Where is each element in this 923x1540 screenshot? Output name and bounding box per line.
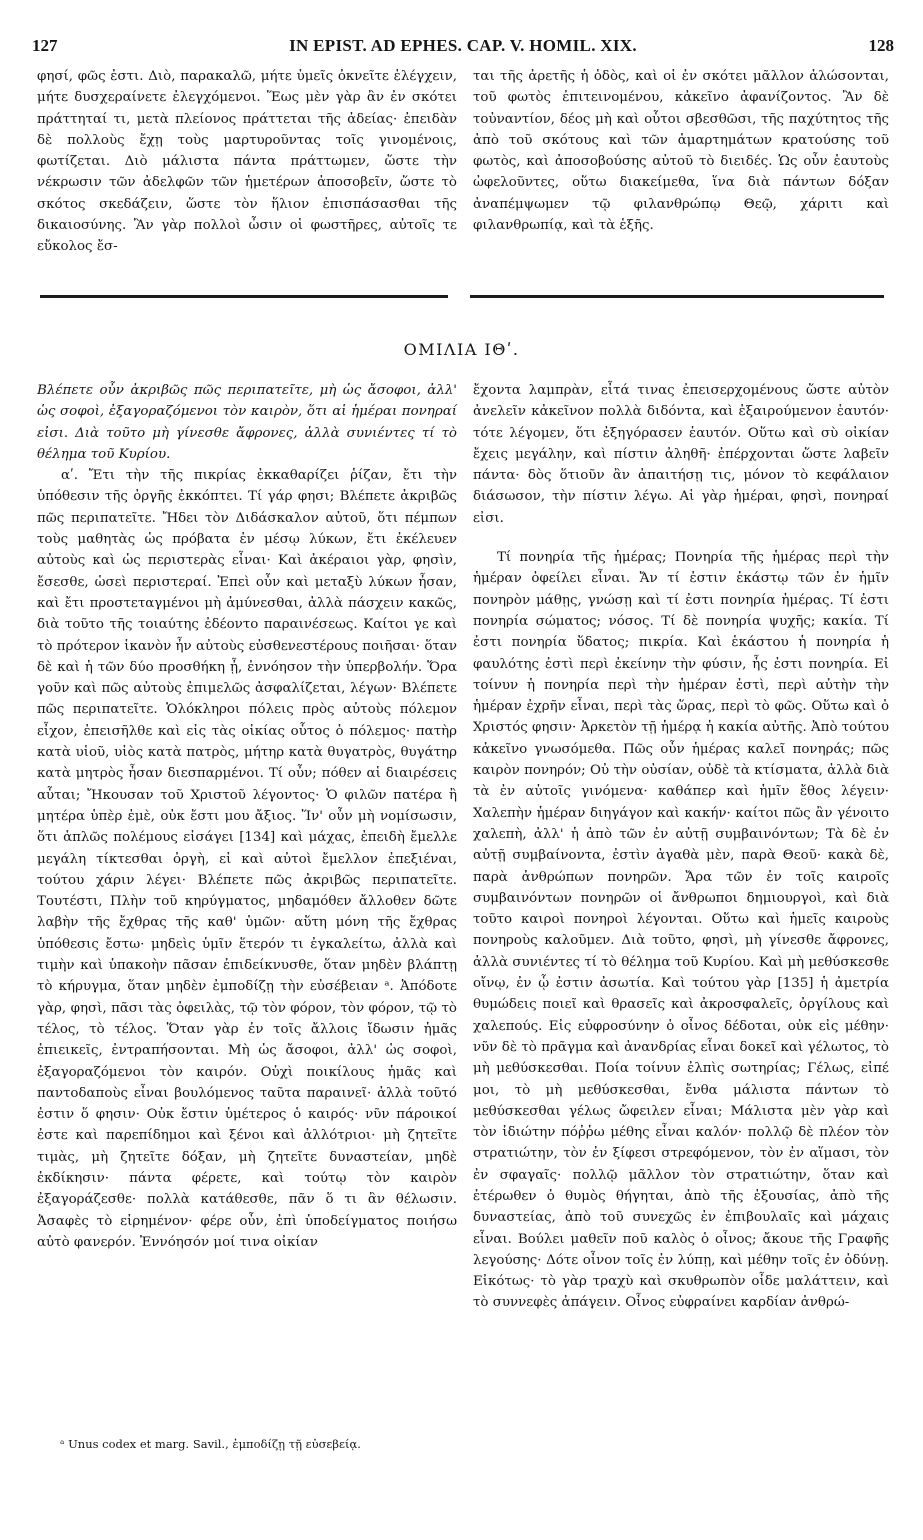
- bottom-left-column: [37, 380, 457, 1253]
- homily-title: ΟΜΙΛΙΑ ΙΘʹ.: [403, 340, 520, 359]
- paragraph-gap: [473, 529, 889, 547]
- top-right-column: [473, 66, 889, 236]
- commentary-paragraph-1: ἔχοντα λαμπρὰν, εἶτά τινας ἐπεισερχομένους ὥστε αὐτὸν ἀνελεῖν κἀκεῖνον πολλὰ διδόντα, καὶ ἐξαιρούμενον ἑαυτόν· τότε λέγομεν, ὅτι ἐξηγόρασεν ἑαυτόν. Οὕτω καὶ σὺ οἰκίαν ἔχεις μεγάλην, καὶ πίστιν ἀληθῆ· ἐπέρχονται ὥστε λαβεῖν πάντα· δὸς ὅτιοῦν ἂν ἀπαιτήσῃ τις, μόνον τὸ κεφάλαιον διάσωσον, τὴν πίστιν λέγω. Αἱ γὰρ ἡμέραι, φησὶ, πονηραί εἰσι.: [473, 383, 889, 526]
- section-rule-left: [40, 295, 448, 298]
- top-left-column: [37, 66, 457, 258]
- page-number-right: 128: [868, 36, 894, 55]
- top-right-paragraph: ται τῆς ἀρετῆς ἡ ὁδὸς, καὶ οἱ ἐν σκότει μᾶλλον ἁλώσονται, τοῦ φωτὸς ἐπιτεινομένου, κἀκεῖνο ἀφανίζοντος. Ἂν δὲ τοὐναντίον, δέος μὴ καὶ οὗτοι σβεσθῶσι, τῆς παχύτητος τῆς ἀπὸ τοῦ σκότους καὶ τῶν ἁμαρτημάτων κρατούσης τοῦ φωτὸς, καὶ ἀποσοβούσης αὐτοῦ τὸ διειδές. Ὡς οὖν ἑαυτοὺς ὠφελοῦντες, οὕτω διακείμεθα, ἵνα διὰ πάντων δόξαν ἀναπέμψωμεν τῷ φιλανθρώπῳ Θεῷ, χάριτι καὶ φιλανθρωπίᾳ, καὶ τὰ ἑξῆς.: [473, 69, 889, 234]
- scripture-lemma: Βλέπετε οὖν ἀκριβῶς πῶς περιπατεῖτε, μὴ ὡς ἄσοφοι, ἀλλ' ὡς σοφοὶ, ἐξαγοραζόμενοι τὸν καιρὸν, ὅτι αἱ ἡμέραι πονηραί εἰσι. Διὰ τοῦτο μὴ γίνεσθε ἄφρονες, ἀλλὰ συνιέντες τί τὸ θέλημα τοῦ Κυρίου.: [37, 383, 457, 462]
- commentary-body: αʹ. Ἔτι τὴν τῆς πικρίας ἐκκαθαρίζει ῥίζαν, ἔτι τὴν ὑπόθεσιν τῆς ὀργῆς ἐκκόπτει. Τί γάρ φησι; Βλέπετε ἀκριβῶς πῶς περιπατεῖτε. Ἤδει τὸν Διδάσκαλον αὐτοῦ, ὅτι πέμπων τοὺς μαθητὰς ὡς πρόβατα ἐν μέσῳ λύκων, ἔτι ἐκέλευεν αὐτοὺς καὶ ὡς περιστερὰς εἶναι· Καὶ ἀκέραιοι γὰρ, φησὶν, ἔσεσθε, ὡσεὶ περιστεραί. Ἐπεὶ οὖν καὶ μεταξὺ λύκων ἦσαν, καὶ ἔτι προστεταγμένοι μὴ ἀμύνεσθαι, ἀλλὰ πάσχειν κακῶς, διὰ τοῦτο τῆς τοιαύτης ἐδέοντο παραινέσεως. Καίτοι γε καὶ τὸ πρότερον ἱκανὸν ἦν αὐτοὺς εὐσθενεστέρους ποιῆσαι· ὅταν δὲ καὶ ἡ τῶν δύο προσθήκη ᾖ, ἐννόησον τὴν ὑπερβολήν. Ὅρα γοῦν καὶ πῶς αὐτοὺς ἐπιμελῶς ἀσφαλίζεται, λέγων· Βλέπετε πῶς περιπατεῖτε. Ὁλόκληροι πόλεις πρὸς αὐτοὺς πόλεμον εἶχον, ἐπεισῆλθε καὶ εἰς τὰς οἰκίας οὗτος ὁ πόλεμος· πατὴρ κατὰ υἱοῦ, υἱὸς κατὰ πατρὸς, μήτηρ κατὰ θυγατρὸς, θυγάτηρ κατὰ μητρὸς ἦσαν διεσπαρμένοι. Τί οὖν; πόθεν αἱ διαιρέσεις αὗται; Ἤκουσαν τοῦ Χριστοῦ λέγοντος· Ὁ φιλῶν πατέρα ἢ μητέρα ὑπὲρ ἐμὲ, οὐκ ἔστι μου ἄξιος. Ἵν' οὖν μὴ νομίσωσιν, ὅτι ἁπλῶς πολέμους εἰσάγει [134] καὶ μάχας, ἐπειδὴ ἔμελλε μεγάλη τίκτεσθαι ὀργὴ, εἰ καὶ αὐτοὶ ἔμελλον ἐπεξιέναι, τούτου χάριν λέγει· Βλέπετε πῶς ἀκριβῶς περιπατεῖτε. Τουτέστι, Πλὴν τοῦ κηρύγματος, μηδαμόθεν ἄλλοθεν δῶτε λαβὴν τῆς ἔχθρας τῆς καθ' ὑμῶν· αὕτη μόνη τῆς ἔχθρας ὑπόθεσις ἔστω· μηδεὶς ὑμῖν ἕτερόν τι ἐγκαλείτω, ἀλλὰ καὶ τιμὴν καὶ ὑπακοὴν πᾶσαν ἐπιδείκνυσθε, ὅταν μηδὲν βλάπτῃ τὸ κήρυγμα, ὅταν μηδὲν ἐμποδίζῃ τὴν εὐσέβειαν ᵃ. Ἀπόδοτε γὰρ, φησὶ, πᾶσι τὰς ὀφειλὰς, τῷ τὸν φόρον, τὸν φόρον, τῷ τὸ τέλος, τὸ τέλος. Ὅταν γὰρ ἐν τοῖς ἄλλοις ἴδωσιν ἡμᾶς ἐπιεικεῖς, ἐντραπήσονται. Μὴ ὡς ἄσοφοι, ἀλλ' ὡς σοφοὶ, ἐξαγοραζόμενοι τὸν καιρόν. Οὐχὶ ποικίλους ἡμᾶς καὶ παντοδαποὺς εἶναι βουλόμενος ταῦτα παραινεῖ· ἀλλὰ τοῦτό ἐστιν ὅ φησιν· Οὐκ ἔστιν ὑμέτερος ὁ καιρός· νῦν πάροικοί ἐστε καὶ παρεπίδημοι καὶ ξένοι καὶ ἀλλότριοι· μὴ ζητεῖτε τιμὰς, μὴ ζητεῖτε δόξαν, μὴ ζητεῖτε δυναστείαν, μηδὲ ἐκδίκησιν· πάντα φέρετε, καὶ τούτῳ τὸν καιρὸν ἐξαγοράζεσθε· πολλὰ κατάθεσθε, πᾶν ὅ τι ἂν θέλωσιν. Ἀσαφὲς τὸ εἰρημένον· φέρε οὖν, ἐπὶ ὑποδείγματος ποιήσω αὐτὸ φανερόν. Ἐννόησόν μοί τινα οἰκίαν: [37, 468, 457, 1250]
- commentary-paragraph-2: Τί πονηρία τῆς ἡμέρας; Πονηρία τῆς ἡμέρας περὶ τὴν ἡμέραν ὀφείλει εἶναι. Ἄν τί ἐστιν ἑκάστῳ τῶν ἐν ἡμῖν πονηρὸν μάθῃς, γνώσῃ καὶ τί ἐστι πονηρία ἡμέρας. Τί ἐστι πονηρία σώματος; νόσος. Τί δὲ πονηρία ψυχῆς; κακία. Τί ἐστι πονηρία ὕδατος; πικρία. Καὶ ἑκάστου ἡ πονηρία ἡ φαυλότης ἐστὶ περὶ ἐκείνην τὴν φύσιν, ἧς ἐστι πονηρία. Εἰ τοίνυν ἡ πονηρία περὶ τὴν ἡμέραν ἐστὶ, περὶ αὐτὴν τὴν ἡμέραν ἐχρῆν εἶναι, περὶ τὰς ὥρας, περὶ τὸ φῶς. Οὕτω καὶ ὁ Χριστός φησιν· Ἀρκετὸν τῇ ἡμέρᾳ ἡ κακία αὐτῆς. Ἀπὸ τούτου κἀκεῖνο γνωσόμεθα. Πῶς οὖν ἡμέρας καλεῖ πονηράς; πῶς καιρὸν πονηρόν; Οὐ τὴν οὐσίαν, οὐδὲ τὰ κτίσματα, ἀλλὰ διὰ τὰ ἐν αὐτοῖς γινόμενα· καθάπερ καὶ ἡμῖν ἔθος λέγειν· Χαλεπὴν ἡμέραν διηγάγον καὶ κακήν· καίτοι πῶς ἂν γένοιτο χαλεπὴ, ἀλλ' ἡ ἀπὸ τῶν ἐν αὐτῇ συμβαινόντων; Τὰ δὲ ἐν αὐτῇ συμβαίνοντα, ἐστὶν ἀγαθὰ μὲν, παρὰ Θεοῦ· κακὰ δὲ, παρὰ ἀνθρώπων πονηρῶν. Ἄρα τῶν ἐν τοῖς καιροῖς συμβαινόντων πονηρῶν οἱ ἄνθρωποι δημιουργοὶ, καὶ διὰ τοῦτο καιροὶ πονηροὶ λέγονται. Οὕτω καὶ ἡμεῖς καιροὺς πονηροὺς καλοῦμεν. Διὰ τοῦτο, φησὶ, μὴ γίνεσθε ἄφρονες, ἀλλὰ συνιέντες τί τὸ θέλημα τοῦ Κυρίου. Καὶ μὴ μεθύσκεσθε οἴνῳ, ἐν ᾧ ἐστιν ἀσωτία. Καὶ τούτου γὰρ [135] ἡ ἀμετρία θυμώδεις ποιεῖ καὶ θρασεῖς καὶ ἀκροσφαλεῖς, ὀργίλους καὶ χαλεπούς. Εἰς εὐφροσύνην ὁ οἶνος δέδοται, οὐκ εἰς μέθην· νῦν δὲ τὸ πρᾶγμα καὶ ἀνανδρίας εἶναι δοκεῖ καὶ γέλωτος, τὸ μὴ μεθύσκεσθαι. Ποία τοίνυν ἐλπὶς σωτηρίας; Γέλως, εἰπέ μοι, τὸ μὴ μεθύσκεσθαι, ἔνθα μάλιστα πάντων τὸ μεθύσκεσθαι γέλως ὤφειλεν εἶναι; Μάλιστα μὲν γὰρ καὶ τὸν ἰδιώτην πόῤῥω μέθης εἶναι καλόν· πολλῷ δὲ πλέον τὸν στρατιώτην, τὸν ἐν ξίφεσι στρεφόμενον, τὸν ἐν αἵμασι, τὸν ἐν σφαγαῖς· πολλῷ μᾶλλον τὸν στρατιώτην, ὅταν καὶ ἑτέρωθεν ὁ θυμὸς θήγηται, ἀπὸ τῆς ἐξουσίας, ἀπὸ τῆς δυναστείας, ἀπὸ τοῦ συνεχῶς ἐν ἐπιβουλαῖς καὶ μάχαις εἶναι. Βούλει μαθεῖν ποῦ καλὸς ὁ οἶνος; ἄκουε τῆς Γραφῆς λεγούσης· Δότε οἶνον τοῖς ἐν λύπῃ, καὶ μέθην τοῖς ἐν ὀδύνῃ. Εἰκότως· τὸ γὰρ τραχὺ καὶ σκυθρωπὸν οἶδε μαλάττειν, καὶ τὸ συννεφὲς ἀπάγειν. Οἶνος εὐφραίνει καρδίαν ἀνθρώ-: [473, 550, 889, 1311]
- running-header: [32, 36, 894, 60]
- footnote: ᵃ Unus codex et marg. Savil., ἐμποδίζῃ τῇ εὐσεβείᾳ.: [60, 1437, 361, 1451]
- bottom-right-column: [473, 380, 889, 1314]
- section-rule-right: [470, 295, 884, 298]
- running-title: IN EPIST. AD EPHES. CAP. V. HOMIL. XIX.: [289, 36, 637, 55]
- top-left-paragraph: φησί, φῶς ἐστι. Διὸ, παρακαλῶ, μήτε ὑμεῖς ὀκνεῖτε ἐλέγχειν, μήτε δυσχεραίνετε ἐλεγχόμενοι. Ἕως μὲν γὰρ ἂν ἐν σκότει πράττηταί τι, μετὰ πλείονος πράττεται τῆς ἀδείας· ἐπειδὰν δὲ πολλοὺς ἔχῃ τοὺς μαρτυροῦντας τοῖς γινομένοις, φωτίζεται. Διὸ μάλιστα πάντα πράττωμεν, ὥστε τὴν νέκρωσιν τῶν ἀδελφῶν τῶν ἡμετέρων ἀποσοβεῖν, ὥστε τὸ σκότος σκεδάζειν, ὥστε τὸν ἥλιον ἐπισπάσασθαι τῆς δικαιοσύνης. Ἂν γὰρ πολλοὶ ὦσιν οἱ φωστῆρες, αὐτοῖς τε εὔκολος ἔσ-: [37, 69, 457, 255]
- page-number: 127: [32, 36, 58, 55]
